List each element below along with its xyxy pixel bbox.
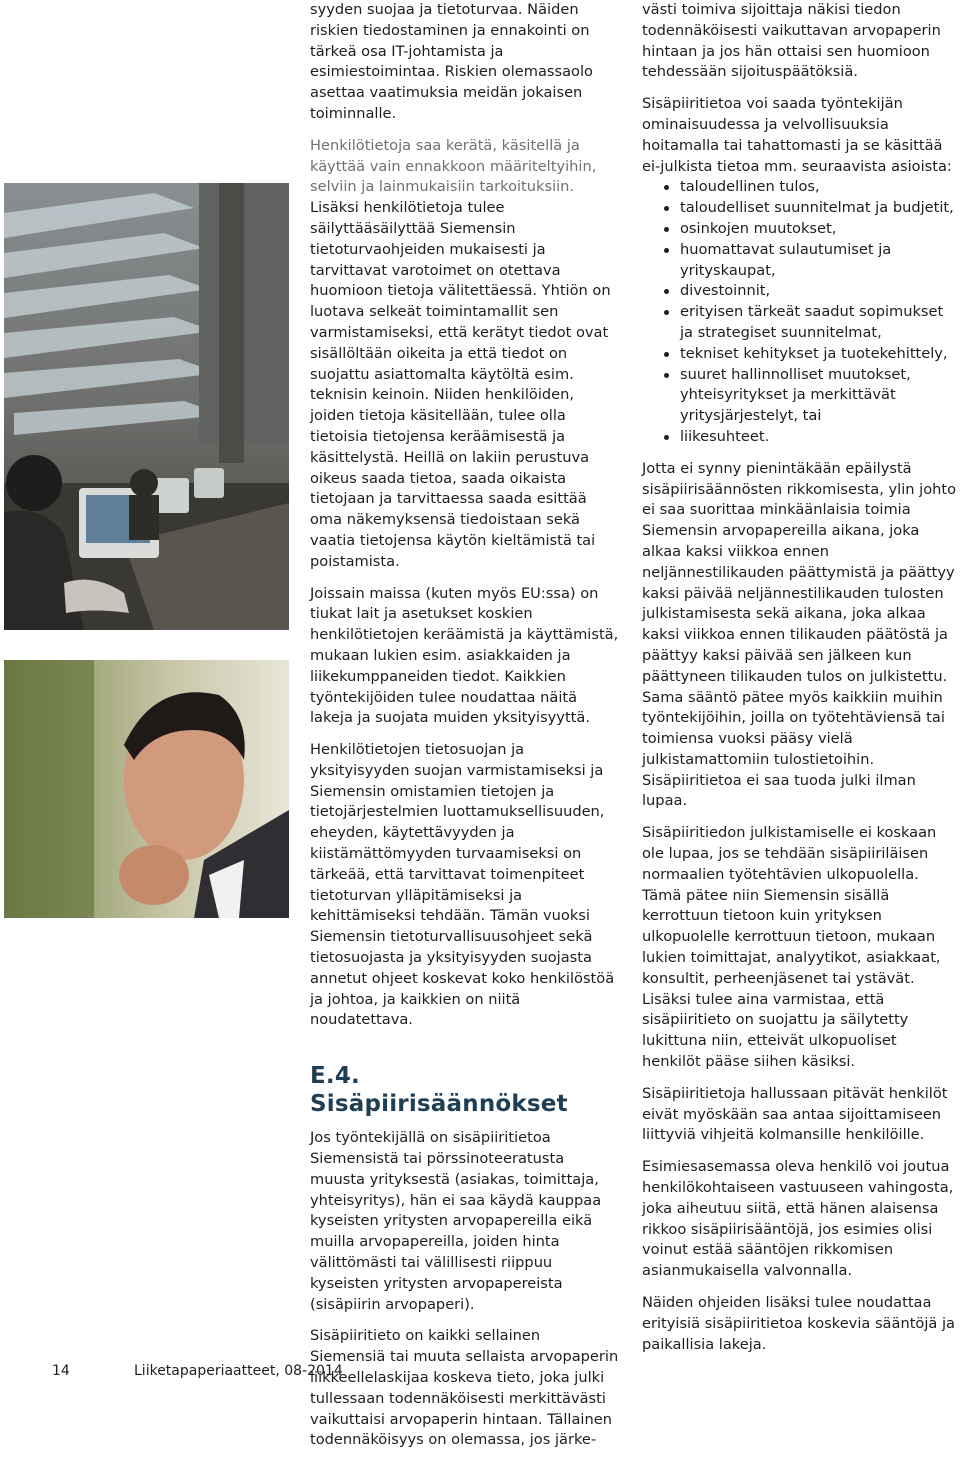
paragraph: syyden suojaa ja tietoturvaa. Näiden riskien tiedostaminen ja ennakointi on tärkeä osa IT-johtamista ja esimiestoimintaa. Riskien olemassaolo asettaa vaatimuksia meidän jokaisen toiminnalle. bbox=[310, 1, 593, 122]
list-item: divestoinnit, bbox=[642, 281, 958, 302]
publication-title: Liiketapaperiaatteet, 08-2014 bbox=[134, 1363, 343, 1379]
paragraph: västi toimiva sijoittaja näkisi tiedon todennäköisesti vaikuttavan arvopaperin hintaan ja jos hän ottaisi sen huomioon tehdessään sijoituspäätöksiä. bbox=[642, 1, 941, 81]
paragraph: Jotta ei synny pienintäkään epäilystä sisäpiirisäännösten rikkomisesta, ylin johto ei saa suorittaa minkäänlaisia toimia Siemensin arvopapereilla aikana, joka alkaa kaksi viikkoa ennen neljännestilikauden päättymistä ja päättyy kaksi päivää neljännestilikauden tulosten julkistamisesta sekä aikana, joka alkaa kaksi viikkoa ennen tilikauden päätöstä ja päättyy kaksi päivää sen jälkeen kun päättyneen tilikauden tulos on julkistettu. Sama sääntö pätee myös kaikkiin muihin työntekijöihin, joilla on työtehtäviensä tai toimiensa vuoksi pääsy vielä julkistamattomiin tulostietoihin. Sisäpiiritietoa ei saa tuoda julki ilman lupaa. bbox=[642, 459, 957, 810]
list-item: liikesuhteet. bbox=[642, 427, 958, 448]
paragraph: Joissain maissa (kuten myös EU:ssa) on tiukat lait ja asetukset koskien henkilötietojen keräämistä ja käyttämistä, mukaan lukien esim. asiakkaiden ja liikekumppaneiden tiedot. Kaikkien työntekijöiden tulee noudattaa näitä lakeja ja suojata muiden yksityisyyttä. bbox=[310, 584, 619, 727]
paragraph bbox=[310, 136, 620, 573]
page-number: 14 bbox=[52, 1363, 70, 1379]
list-item: erityisen tärkeät saadut sopimukset ja strategiset suunnitelmat, bbox=[642, 302, 958, 344]
office-computers-photo bbox=[4, 183, 289, 630]
bullet-list bbox=[642, 177, 958, 447]
paragraph: Sisäpiiritiedon julkistamiselle ei koskaan ole lupaa, jos se tehdään sisäpiiriläisen normaalien työtehtävien ulkopuolella. Tämä pätee niin Siemensin sisällä kerrottuun tietoon kuin yrityksen ulkopuolelle kerrottuun tietoon, mukaan lukien toimittajat, analyytikot, asiakkaat, konsultit, perheenjäsenet tai ystävät. Lisäksi tulee aina varmistaa, että sisäpiiritieto on suojattu ja säilytetty lukittuna niin, etteivät ulkopuoliset henkilöt pääse siihen käsiksi. bbox=[642, 824, 941, 1071]
paragraph: Sisäpiiritietoa voi saada työntekijän ominaisuudessa ja velvollisuuksia hoitamalla tai tahattomasti ja se käsittää ei-julkista tietoa mm. seuraavista asioista: bbox=[642, 95, 952, 175]
paragraph: Sisäpiiritietoja hallussaan pitävät henkilöt eivät myöskään saa antaa sijoittamiseen liittyviä vihjeitä kolmansille henkilöille. bbox=[642, 1084, 948, 1144]
list-item: suuret hallinnolliset muutokset, yhteisyritykset ja merkittävät yritysjärjestelyt, tai bbox=[642, 365, 958, 427]
paragraph: Näiden ohjeiden lisäksi tulee noudattaa erityisiä sisäpiiritietoa koskevia sääntöjä ja paikallisia lakeja. bbox=[642, 1294, 955, 1353]
list-item: huomattavat sulautumiset ja yrityskaupat, bbox=[642, 240, 958, 282]
paragraph: Esimiesasemassa oleva henkilö voi joutua henkilökohtaiseen vastuuseen vahingosta, joka aiheutuu siitä, että hänen alaisensa rikkoo sisäpiirisääntöjä, jos esimies olisi voinut estää sääntöjen rikkomisen asianmukaisella valvonnalla. bbox=[642, 1158, 954, 1280]
highlighted-text: Henkilötietoja saa kerätä, käsitellä ja käyttää vain ennakkoon määriteltyihin, selviin ja lainmukaisiin tarkoituksiin. bbox=[310, 136, 597, 196]
paragraph: Jos työntekijällä on sisäpiiritietoa Siemensistä tai pörssinoteeratusta muusta yrityksestä (asiakas, toimittaja, yhteisyritys), hän ei saa käydä kauppaa kyseisten yritysten arvopapereilla eikä muilla arvopapereilla, joiden hinta välittömästi tai välillisesti riippuu kyseisten yritysten arvopapereista (sisäpiirin arvopaperi). bbox=[310, 1129, 602, 1313]
section-heading: E.4. Sisäpiirisäännökset bbox=[310, 1063, 568, 1118]
paragraph: Sisäpiiritieto on kaikki sellainen Siemensiä tai muuta sellaista arvopaperin liikkeellelaskijaa koskeva tieto, joka julki tullessaan todennäköisesti merkittävästi vaikuttaisi arvopaperin hintaan. Tällainen todennäköisyys on olemassa, jos järke- bbox=[310, 1327, 619, 1449]
right-text-column bbox=[642, 0, 958, 1366]
list-item: tekniset kehitykset ja tuotekehittely, bbox=[642, 344, 958, 365]
list-item: taloudelliset suunnitelmat ja budjetit, bbox=[642, 198, 958, 219]
list-item: taloudellinen tulos, bbox=[642, 177, 958, 198]
paragraph-text: Lisäksi henkilötietoja tulee säilyttääsäilyttää Siemensin tietoturvaohjeiden mukaisesti ja tarvittavat varotoimet on otettava huomioon tietoja välitettäessä. Yhtiön on luotava selkeät toimintamallit sen varmistamiseksi, että kerätyt tiedot ovat sisällöltään oikeita ja että tiedot on suojattu asiattomalta käytöltä esim. teknisin keinoin. Niiden henkilöiden, joiden tietoja käsitellään, tulee olla tietoisia tietojensa keräämisestä ja käsittelystä. Heillä on lakiin perustuva oikeus saada tietoa, saada oikaista tietojaan ja tarvittaessa saada esittää oma näkemyksensä tiedoistaan sekä vaatia tietojensa käytön kieltämistä tai poistamista. bbox=[310, 199, 611, 570]
list-item: osinkojen muutokset, bbox=[642, 219, 958, 240]
middle-text-column bbox=[310, 0, 620, 1462]
paragraph: Henkilötietojen tietosuojan ja yksityisyyden suojan varmistamiseksi ja Siemensin omistamien tietojen ja tietojärjestelmien luottamuksellisuuden, eheyden, käytettävyyden ja kiistämättömyyden turvaamiseksi on tärkeää, että tarvittavat toimenpiteet tietoturvan ylläpitämiseksi ja kehittämiseksi tehdään. Tämän vuoksi Siemensin tietoturvallisuusohjeet sekä tietosuojasta ja yksityisyyden suojasta annetut ohjeet koskevat koko henkilöstöä ja johtoa, ja kaikkien on niitä noudatettava. bbox=[310, 741, 615, 1029]
man-on-phone-photo bbox=[4, 660, 289, 918]
